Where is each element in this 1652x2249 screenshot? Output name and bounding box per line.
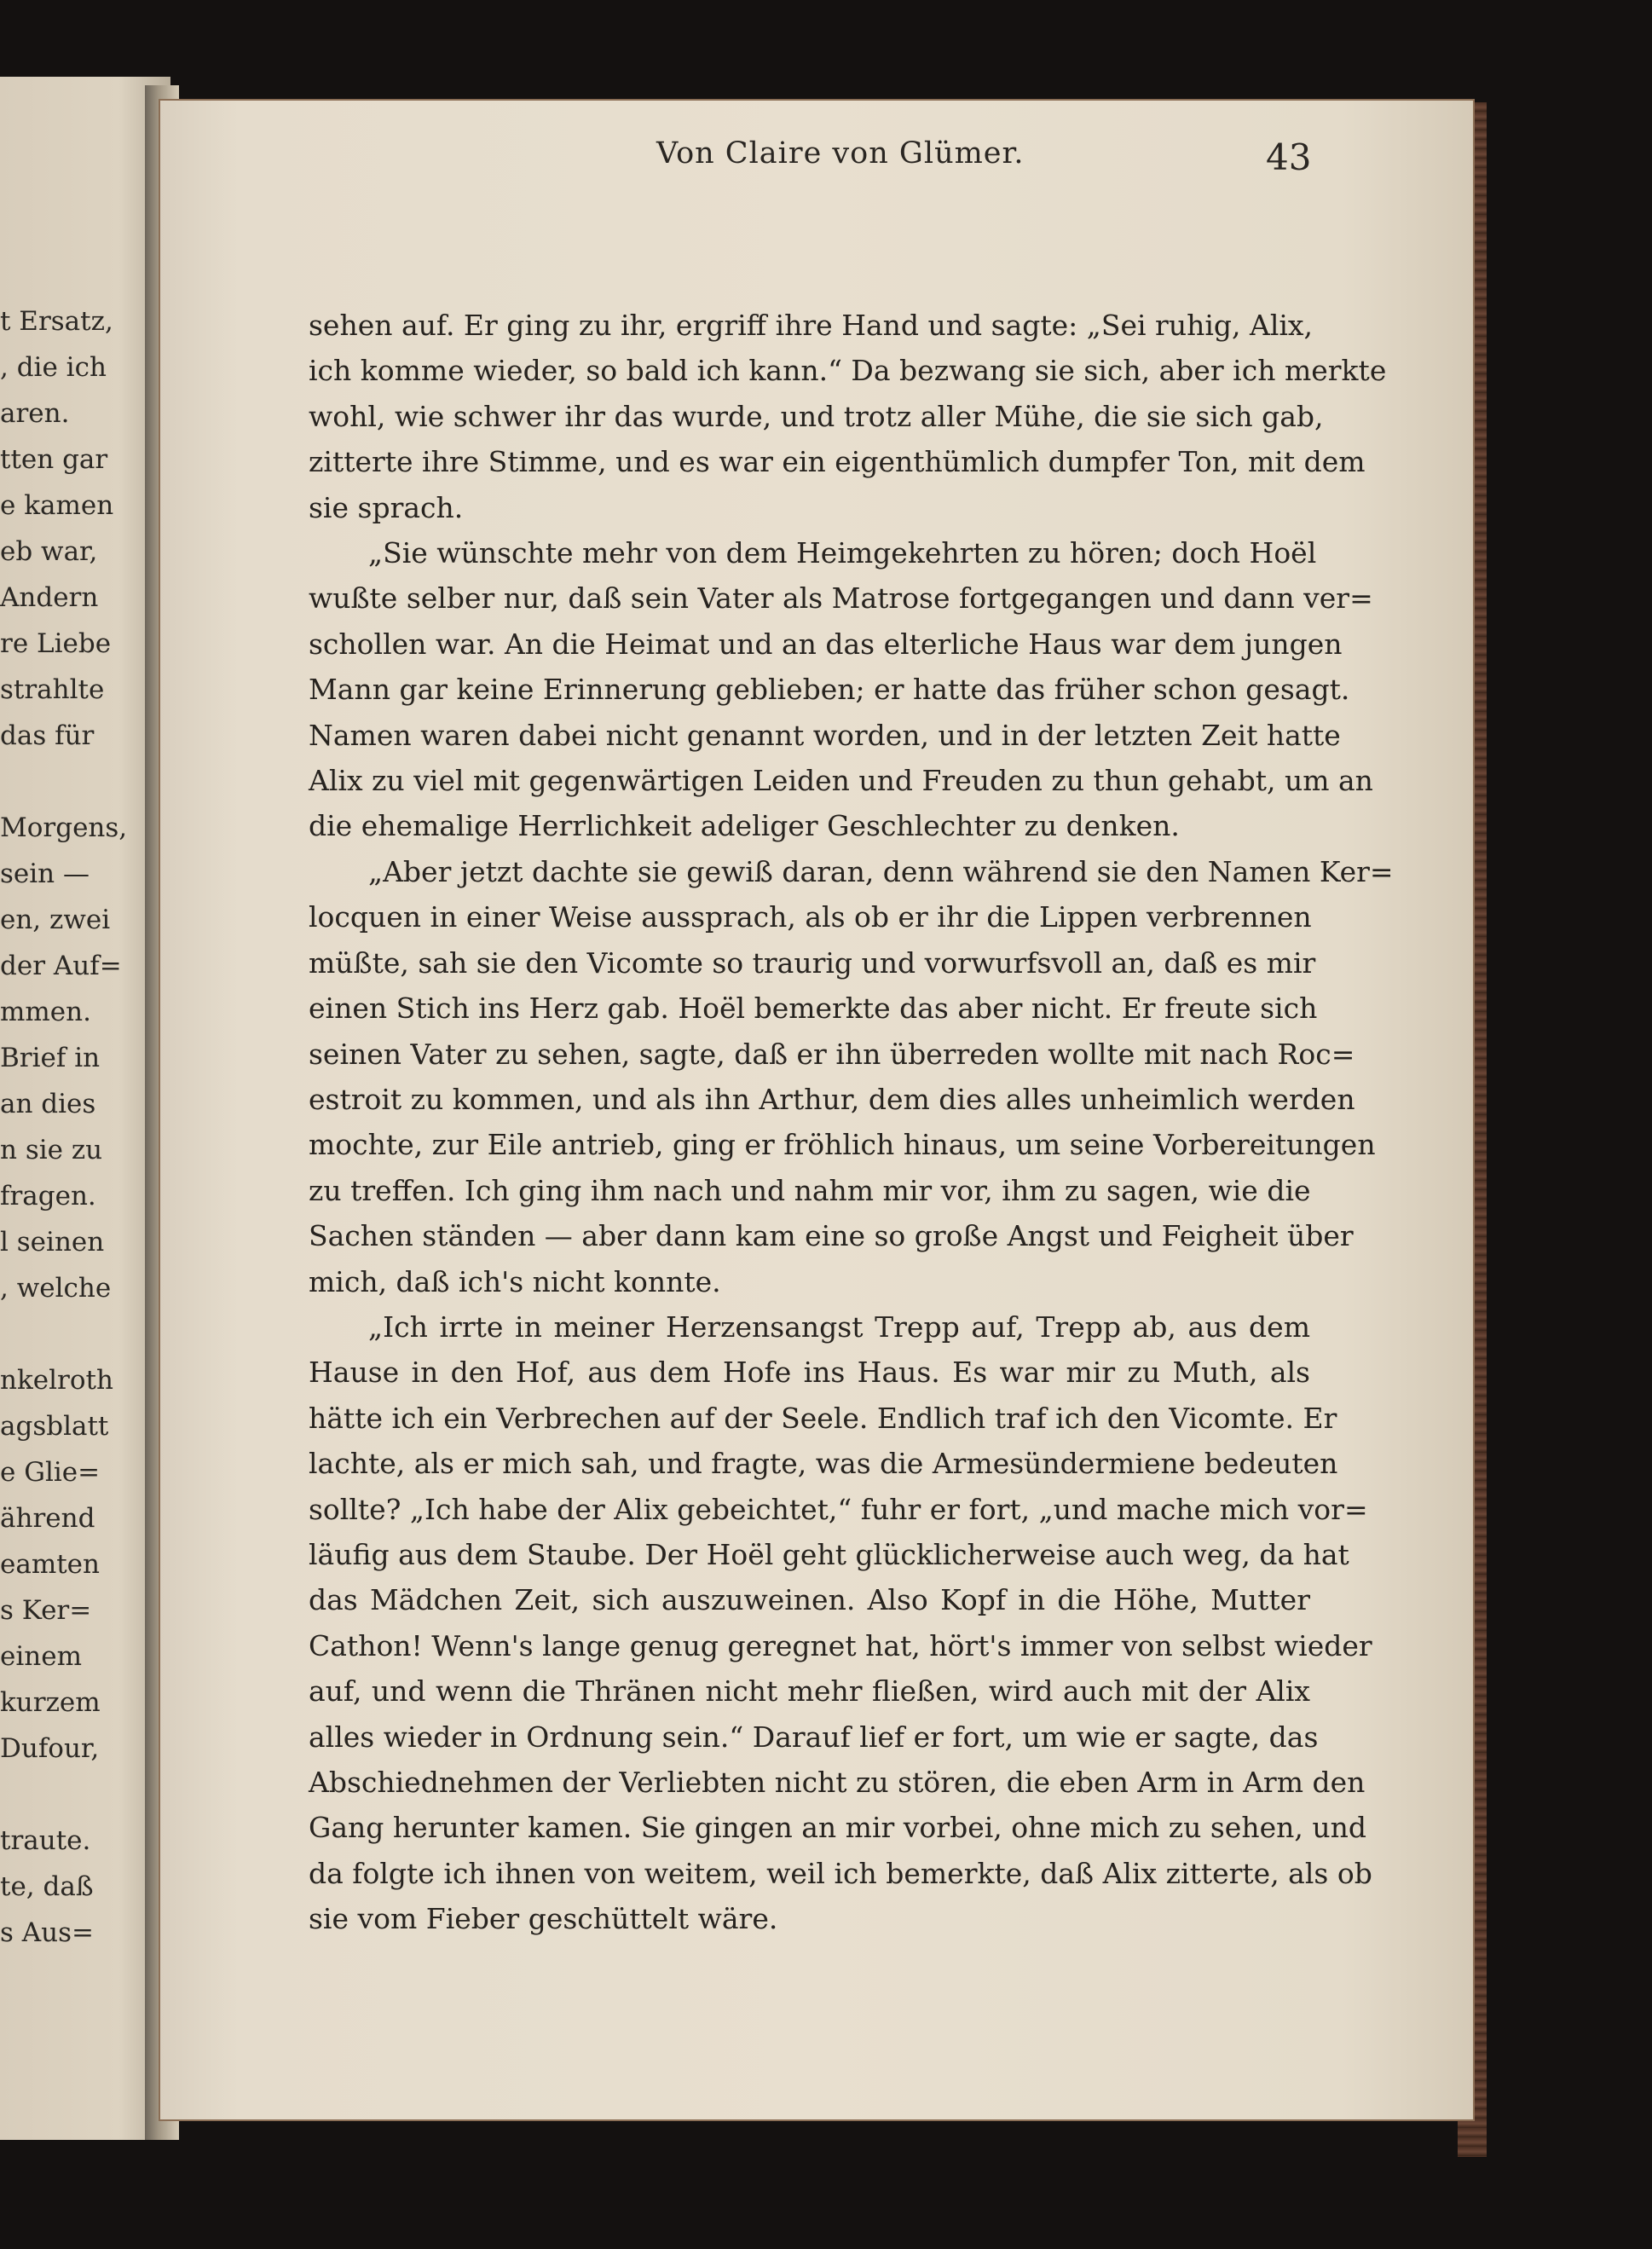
left-page-line: s Ker=: [0, 1595, 92, 1626]
left-page-line: n sie zu: [0, 1135, 103, 1165]
running-head: Von Claire von Glümer.: [656, 136, 1025, 171]
left-page-line: t Ersatz,: [0, 306, 113, 337]
text-line: hätte ich ein Verbrechen auf der Seele. Endlich traf ich den Vicomte. Er: [309, 1401, 1337, 1435]
left-page-text: [0, 298, 128, 1956]
text-line: seinen Vater zu sehen, sagte, daß er ihn überreden wollte mit nach Roc=: [309, 1037, 1355, 1071]
text-line: schollen war. An die Heimat und an das elterliche Haus war dem jungen: [309, 627, 1343, 661]
page-header: [0, 136, 1652, 188]
left-page-line: tten gar: [0, 444, 108, 475]
text-line: einen Stich ins Herz gab. Hoël bemerkte das aber nicht. Er freute sich: [309, 992, 1318, 1026]
left-page-line: strahlte: [0, 674, 105, 705]
left-page-line: nkelroth: [0, 1365, 113, 1396]
left-page-line: e Glie=: [0, 1457, 101, 1488]
left-page-line: , die ich: [0, 352, 107, 383]
left-page-line: [0, 1311, 102, 1357]
left-page-line: l seinen: [0, 1227, 105, 1257]
left-page-line: an dies: [0, 1089, 96, 1119]
text-line: Hause in den Hof, aus dem Hofe ins Haus. Es war mir zu Muth, als: [309, 1356, 1310, 1390]
left-page-line: eb war,: [0, 536, 98, 567]
left-page-line: agsblatt: [0, 1411, 109, 1442]
text-line: auf, und wenn die Thränen nicht mehr fließen, wird auch mit der Alix: [309, 1674, 1310, 1708]
text-line: mochte, zur Eile antrieb, ging er fröhlich hinaus, um seine Vorbereitungen: [309, 1128, 1376, 1162]
text-line: „Aber jetzt dachte sie gewiß daran, denn während sie den Namen Ker=: [368, 854, 1394, 888]
text-line: sollte? „Ich habe der Alix gebeichtet,“ fuhr er fort, „und mache mich vor=: [309, 1492, 1368, 1526]
left-page-line: e kamen: [0, 490, 114, 521]
body-text: [309, 303, 1394, 1942]
text-line: wußte selber nur, daß sein Vater als Matrose fortgegangen und dann ver=: [309, 581, 1373, 616]
text-line: zu treffen. Ich ging ihm nach und nahm mir vor, ihm zu sagen, wie die: [309, 1173, 1311, 1207]
left-page-line: eamten: [0, 1549, 100, 1580]
left-page-line: aren.: [0, 398, 70, 429]
left-page-line: te, daß: [0, 1871, 94, 1902]
left-page-line: [0, 759, 102, 805]
left-page-line: der Auf=: [0, 951, 122, 981]
text-line: sie vom Fieber geschüttelt wäre.: [309, 1902, 778, 1936]
text-line: Cathon! Wenn's lange genug geregnet hat, hört's immer von selbst wieder: [309, 1628, 1372, 1662]
text-line: läufig aus dem Staube. Der Hoël geht glücklicherweise auch weg, da hat: [309, 1537, 1349, 1571]
text-line: Namen waren dabei nicht genannt worden, und in der letzten Zeit hatte: [309, 718, 1341, 752]
left-page-line: einem: [0, 1641, 82, 1672]
text-line: Abschiednehmen der Verliebten nicht zu stören, die eben Arm in Arm den: [309, 1766, 1366, 1799]
left-page-line: mmen.: [0, 997, 91, 1027]
left-page-line: Dufour,: [0, 1733, 100, 1764]
text-line: das Mädchen Zeit, sich auszuweinen. Also Kopf in die Höhe, Mutter: [309, 1583, 1310, 1617]
text-line: müßte, sah sie den Vicomte so traurig und vorwurfsvoll an, daß es mir: [309, 945, 1316, 980]
text-line: „Sie wünschte mehr von dem Heimgekehrten zu hören; doch Hoël: [368, 536, 1317, 570]
left-page-line: Morgens,: [0, 812, 128, 843]
text-line: Sachen ständen — aber dann kam eine so große Angst und Feigheit über: [309, 1219, 1354, 1253]
text-line: die ehemalige Herrlichkeit adeliger Geschlechter zu denken.: [309, 809, 1180, 843]
text-line: ich komme wieder, so bald ich kann.“ Da bezwang sie sich, aber ich merkte: [309, 354, 1387, 388]
text-line: locquen in einer Weise aussprach, als ob er ihr die Lippen verbrennen: [309, 900, 1312, 934]
left-page-line: fragen.: [0, 1181, 96, 1211]
text-line: da folgte ich ihnen von weitem, weil ich bemerkte, daß Alix zitterte, als ob: [309, 1856, 1372, 1890]
text-line: mich, daß ich's nicht konnte.: [309, 1264, 721, 1298]
left-page-line: traute.: [0, 1825, 91, 1856]
text-line: Gang herunter kamen. Sie gingen an mir vorbei, ohne mich zu sehen, und: [309, 1811, 1366, 1845]
left-page-line: Andern: [0, 582, 99, 613]
left-page-line: , welche: [0, 1273, 112, 1304]
text-line: lachte, als er mich sah, und fragte, was die Armesündermiene bedeuten: [309, 1447, 1338, 1481]
text-line: Alix zu viel mit gegenwärtigen Leiden und Freuden zu thun gehabt, um an: [309, 764, 1373, 798]
text-line: wohl, wie schwer ihr das wurde, und trotz aller Mühe, die sie sich gab,: [309, 399, 1324, 433]
text-line: alles wieder in Ordnung sein.“ Darauf lief er fort, um wie er sagte, das: [309, 1720, 1319, 1754]
left-page-line: das für: [0, 720, 95, 751]
text-line: sehen auf. Er ging zu ihr, ergriff ihre Hand und sagte: „Sei ruhig, Alix,: [309, 309, 1314, 342]
text-line: zitterte ihre Stimme, und es war ein eigenthümlich dumpfer Ton, mit dem: [309, 445, 1366, 479]
left-page-line: ährend: [0, 1503, 95, 1534]
text-line: sie sprach.: [309, 490, 464, 524]
left-page-line: s Aus=: [0, 1917, 94, 1948]
left-page-line: sein —: [0, 859, 90, 889]
left-page-line: re Liebe: [0, 628, 112, 659]
left-page-line: kurzem: [0, 1687, 101, 1718]
page-number: 43: [1266, 136, 1312, 178]
text-line: estroit zu kommen, und als ihn Arthur, dem dies alles unheimlich werden: [309, 1082, 1355, 1116]
left-page-line: Brief in: [0, 1043, 101, 1073]
text-line: Mann gar keine Erinnerung geblieben; er hatte das früher schon gesagt.: [309, 673, 1350, 707]
left-page-line: [0, 1772, 102, 1818]
text-line: „Ich irrte in meiner Herzensangst Trepp auf, Trepp ab, aus dem: [368, 1310, 1310, 1344]
left-page-line: en, zwei: [0, 905, 111, 935]
